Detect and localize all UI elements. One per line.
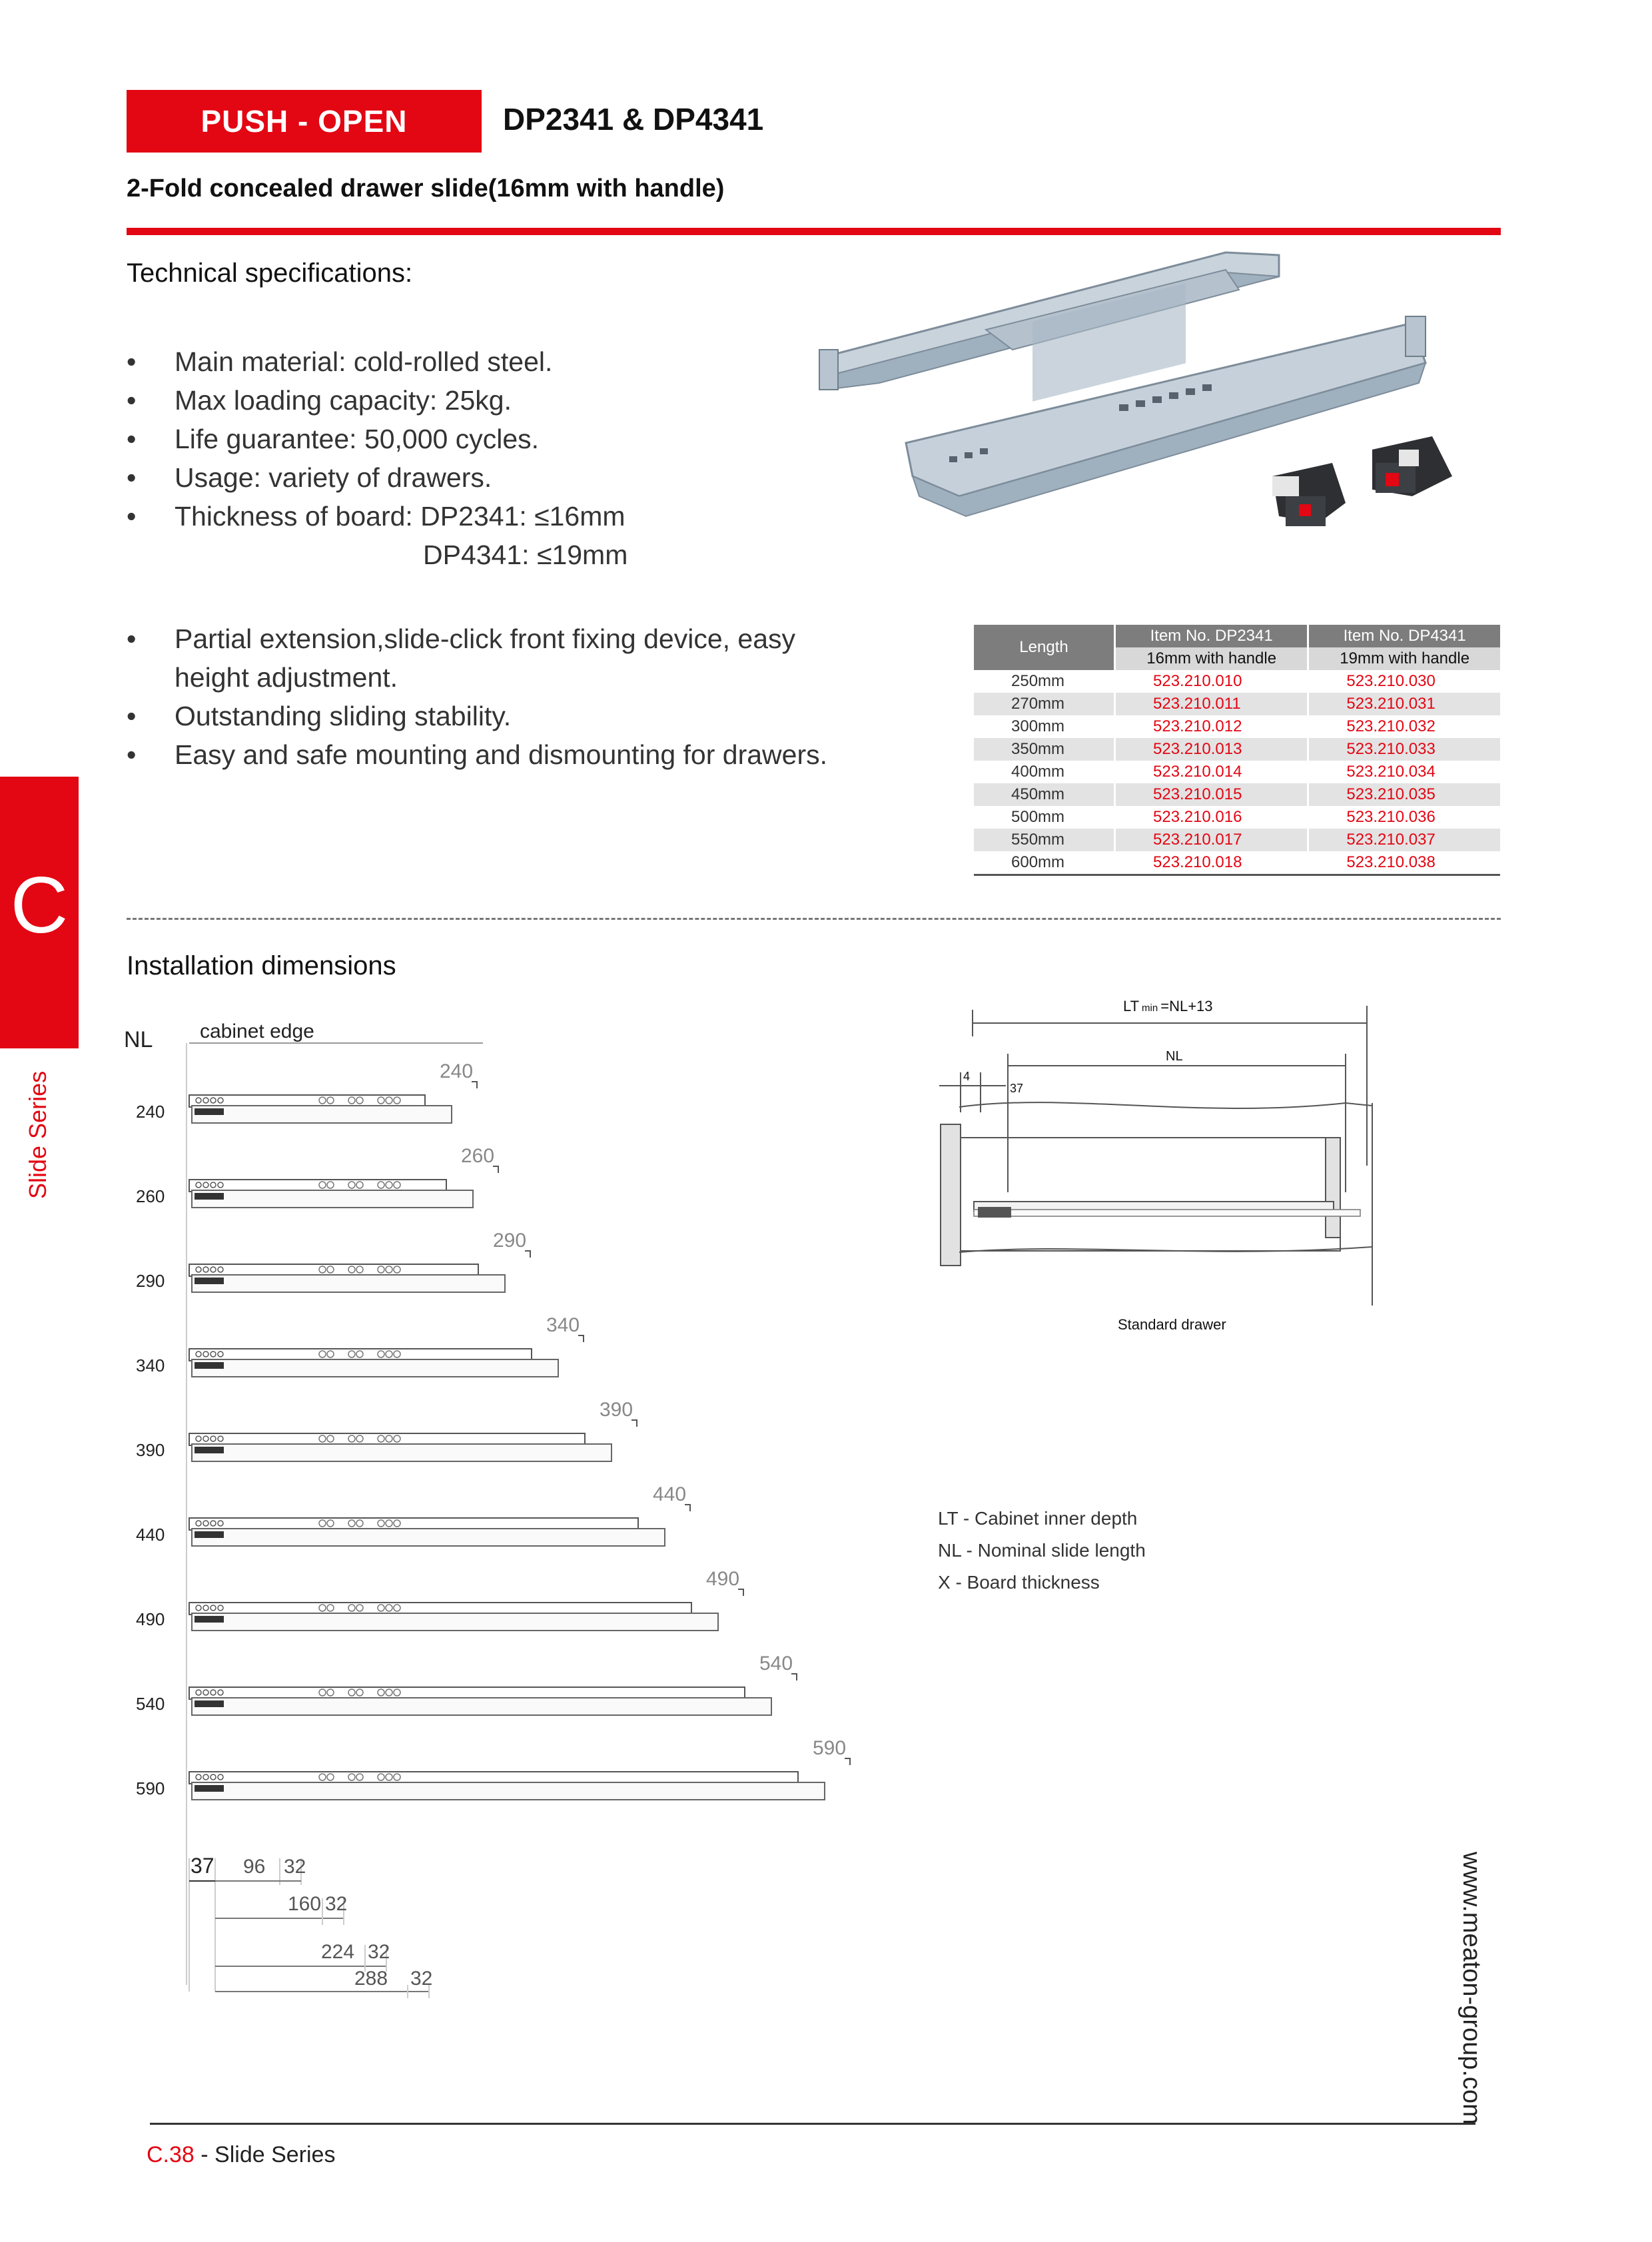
header-length: Length — [974, 625, 1115, 670]
lt-label: LT — [1123, 998, 1140, 1014]
row-length-label: 440 — [136, 1525, 165, 1545]
slide-rail-rows — [136, 1060, 850, 1800]
website-url[interactable]: www.meaton-group.com — [1457, 1852, 1485, 2125]
slide-row-340 — [136, 1314, 584, 1377]
bullet-dot: • — [127, 424, 137, 454]
drawer-box — [961, 1138, 1340, 1251]
row-length-top: 340 — [546, 1314, 580, 1336]
row-length-label: 590 — [136, 1778, 165, 1798]
standard-drawer-caption: Standard drawer — [1118, 1316, 1226, 1333]
cell-item-a: 523.210.011 — [1115, 693, 1308, 715]
table-row — [974, 851, 1500, 875]
dim-160: 160 — [288, 1893, 322, 1915]
dimension-legend — [938, 1503, 1146, 1599]
header-item-dp4341: Item No. DP4341 — [1308, 625, 1500, 647]
spec-table-container — [974, 625, 1500, 876]
bullet-text: Usage: variety of drawers. — [175, 462, 492, 493]
slide-row-290 — [136, 1230, 530, 1292]
section-letter: C — [10, 861, 69, 950]
row-length-top: 590 — [813, 1737, 847, 1759]
spec-bullet — [127, 619, 827, 658]
spec-bullet — [127, 381, 627, 420]
cell-item-a: 523.210.012 — [1115, 715, 1308, 738]
page-footer — [147, 2142, 335, 2168]
spec-bullet — [127, 497, 627, 536]
table-row — [974, 829, 1500, 851]
row-end-tick — [472, 1082, 477, 1088]
bullet-text: height adjustment. — [175, 662, 398, 693]
spec-bullets-group1 — [127, 342, 627, 574]
bullet-text: Life guarantee: 50,000 cycles. — [175, 424, 540, 454]
cell-length: 250mm — [974, 670, 1115, 693]
svg-text:LTmin=NL+13 — [1123, 998, 1213, 1014]
row-length-label: 290 — [136, 1271, 165, 1291]
cell-length: 270mm — [974, 693, 1115, 715]
cell-length: 550mm — [974, 829, 1115, 851]
dim-32-b: 32 — [325, 1893, 348, 1915]
cell-item-b: 523.210.037 — [1308, 829, 1500, 851]
slide-rail-lower — [974, 1210, 1360, 1216]
legend-lt: LT - Cabinet inner depth — [938, 1508, 1138, 1529]
latch-mark — [195, 1447, 224, 1453]
dim-224: 224 — [321, 1941, 355, 1963]
row-length-top: 390 — [600, 1399, 633, 1421]
row-end-tick — [845, 1758, 850, 1765]
push-latch-left — [1272, 463, 1346, 526]
bullet-text: Outstanding sliding stability. — [175, 701, 512, 731]
row-end-tick — [631, 1420, 637, 1427]
row-length-label: 260 — [136, 1186, 165, 1206]
installation-heading: Installation dimensions — [127, 951, 396, 980]
dim-37: 37 — [191, 1854, 214, 1878]
row-length-label: 240 — [136, 1102, 165, 1122]
cell-item-b: 523.210.031 — [1308, 693, 1500, 715]
slide-row-540 — [136, 1653, 797, 1715]
lt-dimension — [973, 998, 1367, 1166]
bullet-text: Main material: cold-rolled steel. — [175, 346, 553, 377]
bullet-dot: • — [127, 346, 137, 377]
hole-spacing-dimensions — [189, 1854, 432, 1998]
spec-bullet-continuation — [127, 536, 627, 574]
outer-rail — [192, 1613, 718, 1631]
footer-section: - Slide Series — [194, 2142, 336, 2167]
row-end-tick — [493, 1166, 498, 1173]
drawer-back — [1326, 1138, 1340, 1238]
latch-mark — [195, 1700, 224, 1707]
cell-item-b: 523.210.032 — [1346, 717, 1436, 735]
drawer-section-diagram — [933, 992, 1439, 1352]
bullet-dot: • — [127, 739, 137, 770]
row-end-tick — [525, 1251, 530, 1258]
bullet-dot: • — [127, 501, 137, 532]
outer-rail — [192, 1444, 612, 1461]
bullet-text: Easy and safe mounting and dismounting for drawers. — [175, 739, 827, 770]
nl-dim-label: NL — [1166, 1049, 1183, 1064]
header-divider — [127, 228, 1501, 235]
row-length-top: 440 — [653, 1483, 687, 1505]
row-length-label: 390 — [136, 1440, 165, 1460]
row-end-tick — [685, 1505, 690, 1511]
cell-item-a: 523.210.018 — [1115, 851, 1308, 875]
product-illustration — [813, 250, 1479, 609]
top-break-line — [959, 1102, 1372, 1108]
cell-item-a: 523.210.014 — [1115, 761, 1308, 783]
outer-rail — [192, 1106, 452, 1123]
legend-x: X - Board thickness — [938, 1572, 1100, 1593]
cell-item-a: 523.210.015 — [1115, 783, 1308, 806]
spec-bullet — [127, 342, 627, 381]
lt-formula: =NL+13 — [1160, 998, 1213, 1014]
cell-item-b: 523.210.035 — [1308, 783, 1500, 806]
outer-rail — [192, 1190, 473, 1208]
latch-mark — [195, 1193, 224, 1200]
legend-nl: NL - Nominal slide length — [938, 1540, 1146, 1561]
spec-bullets-group2 — [127, 619, 827, 774]
header-item-dp2341: Item No. DP2341 — [1115, 625, 1308, 647]
cell-length: 450mm — [974, 783, 1115, 806]
row-end-tick — [738, 1589, 743, 1596]
table-row — [974, 693, 1500, 715]
dim-32-d: 32 — [410, 1968, 433, 1990]
cell-item-b: 523.210.033 — [1308, 738, 1500, 761]
badge-label: PUSH - OPEN — [201, 104, 408, 139]
cabinet-edge-label: cabinet edge — [200, 1020, 314, 1042]
lt-sub: min — [1142, 1002, 1158, 1014]
section-dashed-divider — [127, 918, 1501, 920]
push-latch-right — [1372, 436, 1452, 496]
slide-row-440 — [136, 1483, 690, 1546]
bullet-dot: • — [127, 462, 137, 493]
slide-row-390 — [136, 1399, 637, 1461]
latch-mark — [195, 1362, 224, 1369]
row-length-top: 490 — [706, 1568, 740, 1590]
cell-item-b: 523.210.036 — [1346, 808, 1436, 826]
latch-mark — [195, 1278, 224, 1284]
dim-4: 4 — [963, 1070, 971, 1083]
dim-32-c: 32 — [368, 1941, 390, 1963]
bullet-text: Max loading capacity: 25kg. — [175, 385, 512, 416]
spec-bullet-continuation — [127, 658, 827, 697]
dim-32-a: 32 — [284, 1856, 306, 1878]
spec-bullet — [127, 697, 827, 735]
outer-rail — [192, 1698, 771, 1715]
push-open-badge — [127, 90, 482, 153]
cell-item-a: 523.210.017 — [1115, 829, 1308, 851]
row-length-label: 340 — [136, 1355, 165, 1375]
bullet-text: DP4341: ≤19mm — [423, 540, 628, 570]
cell-item-b: 523.210.030 — [1346, 672, 1436, 690]
outer-rail — [192, 1275, 505, 1292]
outer-rail — [192, 1782, 825, 1800]
cell-length: 300mm — [974, 715, 1115, 738]
spec-bullet — [127, 735, 827, 774]
table-row — [974, 738, 1500, 761]
bullet-dot: • — [127, 623, 137, 654]
slide-row-260 — [136, 1145, 498, 1208]
bullet-text: Partial extension,slide-click front fixing device, easy — [175, 623, 796, 654]
drawer-front-panel — [941, 1124, 961, 1266]
subheader-16mm: 16mm with handle — [1115, 647, 1308, 670]
slide-row-490 — [136, 1568, 743, 1631]
table-row — [974, 761, 1500, 783]
cell-item-a: 523.210.013 — [1115, 738, 1308, 761]
dim-96: 96 — [243, 1856, 266, 1878]
cell-item-b: 523.210.034 — [1346, 763, 1436, 781]
model-title: DP2341 & DP4341 — [503, 102, 764, 137]
latch-mark — [195, 1785, 224, 1792]
table-row — [974, 670, 1500, 693]
dim-37-drawer: 37 — [1010, 1082, 1024, 1095]
outer-rail — [192, 1529, 665, 1546]
cell-length: 400mm — [974, 761, 1115, 783]
cell-length: 600mm — [974, 851, 1115, 875]
section-side-label: Slide Series — [24, 1070, 51, 1199]
dim-288: 288 — [354, 1968, 388, 1990]
latch-mark — [195, 1616, 224, 1623]
offset-dimensions — [939, 1070, 1023, 1112]
tech-spec-heading: Technical specifications: — [127, 258, 413, 288]
bullet-dot: • — [127, 701, 137, 731]
subheader-19mm: 19mm with handle — [1308, 647, 1500, 670]
spec-table — [974, 625, 1500, 876]
footer-divider — [150, 2123, 1475, 2125]
nl-dimension — [1008, 1049, 1346, 1192]
row-length-top: 290 — [493, 1230, 527, 1252]
spec-bullet — [127, 420, 627, 458]
row-end-tick — [578, 1335, 584, 1342]
nl-label: NL — [124, 1027, 153, 1052]
latch-mark — [195, 1108, 224, 1115]
slide-length-diagram — [120, 992, 853, 2005]
row-length-top: 260 — [461, 1145, 495, 1167]
page-number: C.38 — [147, 2142, 195, 2167]
outer-rail — [192, 1359, 558, 1377]
table-row — [974, 783, 1500, 806]
spec-bullet — [127, 458, 627, 497]
latch-mark — [195, 1531, 224, 1538]
row-length-top: 540 — [759, 1653, 793, 1675]
table-row — [974, 806, 1500, 829]
row-length-label: 490 — [136, 1609, 165, 1629]
cell-item-a: 523.210.010 — [1115, 670, 1308, 693]
push-latch-section — [978, 1207, 1011, 1218]
product-subtitle: 2-Fold concealed drawer slide(16mm with handle) — [127, 175, 725, 202]
cell-item-b: 523.210.038 — [1308, 851, 1500, 875]
cell-length: 500mm — [974, 806, 1115, 829]
cell-item-a: 523.210.016 — [1115, 806, 1308, 829]
cell-length: 350mm — [974, 738, 1115, 761]
row-length-top: 240 — [440, 1060, 474, 1082]
row-length-label: 540 — [136, 1694, 165, 1714]
bullet-text: Thickness of board: DP2341: ≤16mm — [175, 501, 625, 532]
table-row — [974, 715, 1500, 738]
slide-row-590 — [136, 1737, 850, 1800]
table-header-row — [974, 625, 1500, 647]
bullet-dot: • — [127, 385, 137, 416]
row-end-tick — [791, 1674, 797, 1681]
